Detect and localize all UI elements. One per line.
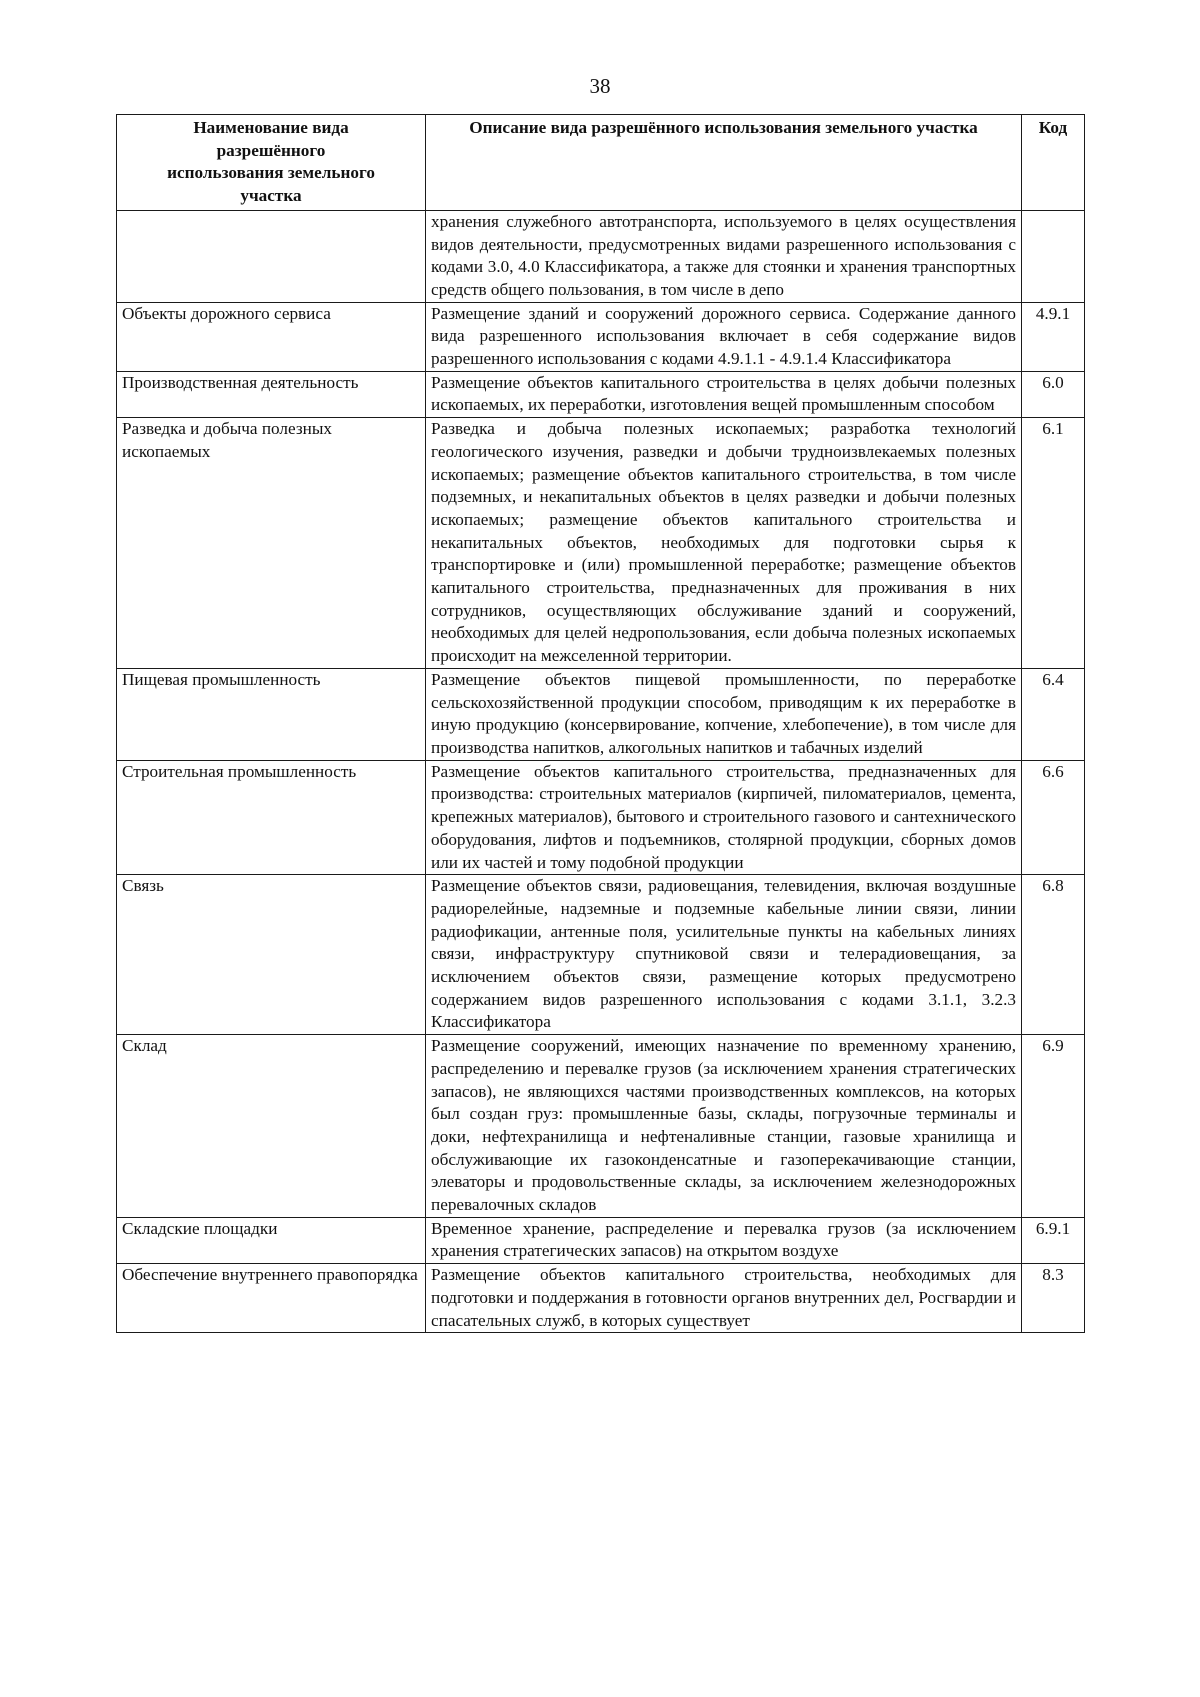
table-row	[117, 1035, 1085, 1218]
header-name: Наименование вида разрешённого использования земельного участка	[117, 115, 426, 211]
row-name: Обеспечение внутреннего правопорядка	[117, 1264, 426, 1333]
row-description: Размещение сооружений, имеющих назначение по временному хранению, распределению и перевалке грузов (за исключением хранения стратегических запасов), не являющихся частями производственных комплексов, на которых был создан груз: промышленные базы, склады, погрузочные терминалы и доки, нефтехранилища и нефтеналивные станции, газовые хранилища и обслуживающие их газоконденсатные и газоперекачивающие станции, элеваторы и продовольственные склады, за исключением железнодорожных перевалочных складов	[426, 1035, 1022, 1218]
table-row	[117, 371, 1085, 417]
row-description: Размещение объектов пищевой промышленности, по переработке сельскохозяйственной продукции способом, приводящим к их переработке в иную продукцию (консервирование, копчение, хлебопечение), в том числе для производства напитков, алкогольных напитков и табачных изделий	[426, 668, 1022, 760]
table-row	[117, 1217, 1085, 1263]
row-name: Складские площадки	[117, 1217, 426, 1263]
row-description: Размещение зданий и сооружений дорожного сервиса. Содержание данного вида разрешенного использования включает в себя содержание видов разрешенного использования с кодами 4.9.1.1 - 4.9.1.4 Классификатора	[426, 302, 1022, 371]
row-name: Пищевая промышленность	[117, 668, 426, 760]
land-use-table	[116, 114, 1085, 1333]
row-name: Склад	[117, 1035, 426, 1218]
table-row	[117, 668, 1085, 760]
row-name: Производственная деятельность	[117, 371, 426, 417]
page-number: 38	[589, 74, 611, 98]
table-row	[117, 875, 1085, 1035]
row-code: 6.6	[1022, 760, 1085, 875]
row-description: Разведка и добыча полезных ископаемых; разработка технологий геологического изучения, разведки и добычи трудноизвлекаемых полезных ископаемых; размещение объектов капитального строительства, в том числе подземных, и некапитальных объектов в целях разведки и добычи полезных ископаемых; размещение объектов капитального строительства и некапитальных объектов, необходимых для подготовки сырья к транспортировке и (или) промышленной переработке; размещение объектов капитального строительства, предназначенных для проживания в них сотрудников, осуществляющих обслуживание зданий и сооружений, необходимых для целей недропользования, если добыча полезных ископаемых происходит на межселенной территории.	[426, 418, 1022, 669]
row-description: Временное хранение, распределение и перевалка грузов (за исключением хранения стратегических запасов) на открытом воздухе	[426, 1217, 1022, 1263]
row-name: Строительная промышленность	[117, 760, 426, 875]
row-code: 6.4	[1022, 668, 1085, 760]
row-description: Размещение объектов связи, радиовещания, телевидения, включая воздушные радиорелейные, надземные и подземные кабельные линии связи, линии радиофикации, антенные поля, усилительные пункты на кабельных линиях связи, инфраструктуру спутниковой связи и телерадиовещания, за исключением объектов связи, размещение которых предусмотрено содержанием видов разрешенного использования с кодами 3.1.1, 3.2.3 Классификатора	[426, 875, 1022, 1035]
table-row	[117, 1264, 1085, 1333]
row-code: 8.3	[1022, 1264, 1085, 1333]
table-row	[117, 210, 1085, 302]
row-description: Размещение объектов капитального строительства, необходимых для подготовки и поддержания в готовности органов внутренних дел, Росгвардии и спасательных служб, в которых существует	[426, 1264, 1022, 1333]
header-code: Код	[1022, 115, 1085, 211]
row-description: хранения служебного автотранспорта, используемого в целях осуществления видов деятельности, предусмотренных видами разрешенного использования с кодами 3.0, 4.0 Классификатора, а также для стоянки и хранения транспортных средств общего пользования, в том числе в депо	[426, 210, 1022, 302]
row-name: Связь	[117, 875, 426, 1035]
table-row	[117, 302, 1085, 371]
row-description: Размещение объектов капитального строительства в целях добычи полезных ископаемых, их переработки, изготовления вещей промышленным способом	[426, 371, 1022, 417]
table-header-row	[117, 115, 1085, 211]
row-code: 6.8	[1022, 875, 1085, 1035]
row-code: 6.9	[1022, 1035, 1085, 1218]
row-name	[117, 210, 426, 302]
row-code: 6.9.1	[1022, 1217, 1085, 1263]
row-name: Разведка и добыча полезных ископаемых	[117, 418, 426, 669]
row-code: 6.0	[1022, 371, 1085, 417]
row-code: 6.1	[1022, 418, 1085, 669]
header-description: Описание вида разрешённого использования земельного участка	[426, 115, 1022, 211]
row-code: 4.9.1	[1022, 302, 1085, 371]
table-row	[117, 760, 1085, 875]
table-row	[117, 418, 1085, 669]
row-name: Объекты дорожного сервиса	[117, 302, 426, 371]
row-description: Размещение объектов капитального строительства, предназначенных для производства: строительных материалов (кирпичей, пиломатериалов, цемента, крепежных материалов), бытового и строительного газового и сантехнического оборудования, лифтов и подъемников, столярной продукции, сборных домов или их частей и тому подобной продукции	[426, 760, 1022, 875]
row-code	[1022, 210, 1085, 302]
